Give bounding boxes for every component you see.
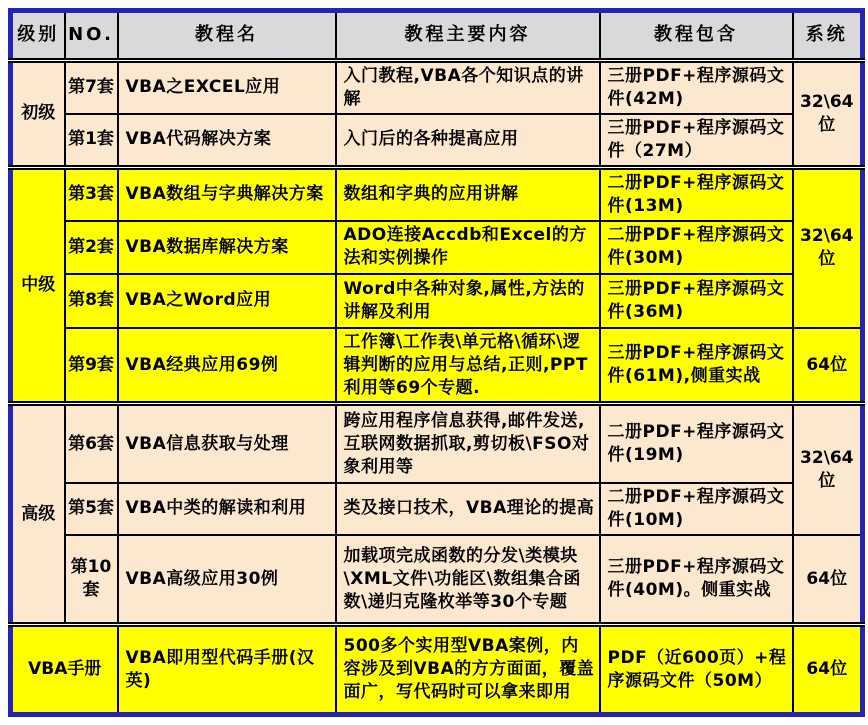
course-name: VBA即用型代码手册(汉英) — [118, 625, 336, 715]
table-row — [11, 483, 863, 535]
level-cell: VBA手册 — [11, 625, 118, 715]
course-includes: 二册PDF+程序源码文件(10M) — [600, 483, 793, 535]
course-name: VBA代码解决方案 — [118, 114, 336, 167]
course-name: VBA数组与字典解决方案 — [118, 167, 336, 220]
course-no: 第5套 — [65, 483, 118, 535]
course-content: 工作簿\工作表\单元格\循环\逻辑判断的应用与总结,正则,PPT利用等69个专题. — [336, 328, 600, 404]
table-row — [11, 328, 863, 404]
header-no: NO. — [65, 11, 118, 61]
table-row — [11, 61, 863, 114]
course-content: 加载项完成函数的分发\类模块\XML文件\功能区\数组集合函数\递归克隆枚举等30个专题 — [336, 535, 600, 625]
header-row — [11, 11, 863, 61]
course-includes: 三册PDF+程序源码文件(61M),侧重实战 — [600, 328, 793, 404]
system-cell: 32\64位 — [793, 167, 863, 327]
course-no: 第8套 — [65, 274, 118, 328]
course-content: 入门教程,VBA各个知识点的讲解 — [336, 61, 600, 114]
course-content: 跨应用程序信息获得,邮件发送,互联网数据抓取,剪切板\FSO对象利用等 — [336, 404, 600, 483]
course-no: 第1套 — [65, 114, 118, 167]
system-cell: 64位 — [793, 535, 863, 625]
course-includes: 三册PDF+程序源码文件（27M） — [600, 114, 793, 167]
table-row — [11, 274, 863, 328]
table-row — [11, 625, 863, 715]
course-no: 第2套 — [65, 221, 118, 274]
course-content: 类及接口技术，VBA理论的提高 — [336, 483, 600, 535]
table-row — [11, 221, 863, 274]
course-no: 第9套 — [65, 328, 118, 404]
course-name: VBA中类的解读和利用 — [118, 483, 336, 535]
section-advanced — [11, 404, 863, 625]
course-no: 第7套 — [65, 61, 118, 114]
course-name: VBA高级应用30例 — [118, 535, 336, 625]
course-no: 第6套 — [65, 404, 118, 483]
course-content: 数组和字典的应用讲解 — [336, 167, 600, 220]
level-cell: 高级 — [11, 404, 65, 625]
header-level: 级别 — [11, 11, 65, 61]
course-table — [8, 8, 865, 717]
course-includes: 二册PDF+程序源码文件(30M) — [600, 221, 793, 274]
system-cell: 32\64位 — [793, 61, 863, 168]
section-beginner — [11, 61, 863, 168]
course-name: VBA之Word应用 — [118, 274, 336, 328]
table-row — [11, 114, 863, 167]
course-content: ADO连接Accdb和Excel的方法和实例操作 — [336, 221, 600, 274]
table-row — [11, 167, 863, 220]
course-name: VBA之EXCEL应用 — [118, 61, 336, 114]
course-includes: 二册PDF+程序源码文件(19M) — [600, 404, 793, 483]
course-includes: PDF（近600页）+程序源码文件（50M） — [600, 625, 793, 715]
table-row — [11, 535, 863, 625]
system-cell: 64位 — [793, 328, 863, 404]
course-no: 第10套 — [65, 535, 118, 625]
header-includes: 教程包含 — [600, 11, 793, 61]
course-includes: 三册PDF+程序源码文件(40M)。侧重实战 — [600, 535, 793, 625]
course-includes: 二册PDF+程序源码文件(13M) — [600, 167, 793, 220]
header-system: 系统 — [793, 11, 863, 61]
section-manual — [11, 625, 863, 715]
course-name: VBA信息获取与处理 — [118, 404, 336, 483]
course-content: 500多个实用型VBA案例，内容涉及到VBA的方方面面，覆盖面广，写代码时可以拿来即用 — [336, 625, 600, 715]
course-includes: 三册PDF+程序源码文件(36M) — [600, 274, 793, 328]
header-name: 教程名 — [118, 11, 336, 61]
section-intermediate — [11, 167, 863, 404]
system-cell: 64位 — [793, 625, 863, 715]
level-cell: 中级 — [11, 167, 65, 404]
level-cell: 初级 — [11, 61, 65, 168]
course-includes: 三册PDF+程序源码文件(42M) — [600, 61, 793, 114]
course-content: 入门后的各种提高应用 — [336, 114, 600, 167]
course-content: Word中各种对象,属性,方法的讲解及利用 — [336, 274, 600, 328]
system-cell: 32\64位 — [793, 404, 863, 535]
course-no: 第3套 — [65, 167, 118, 220]
course-name: VBA经典应用69例 — [118, 328, 336, 404]
table-row — [11, 404, 863, 483]
header-content: 教程主要内容 — [336, 11, 600, 61]
course-name: VBA数据库解决方案 — [118, 221, 336, 274]
